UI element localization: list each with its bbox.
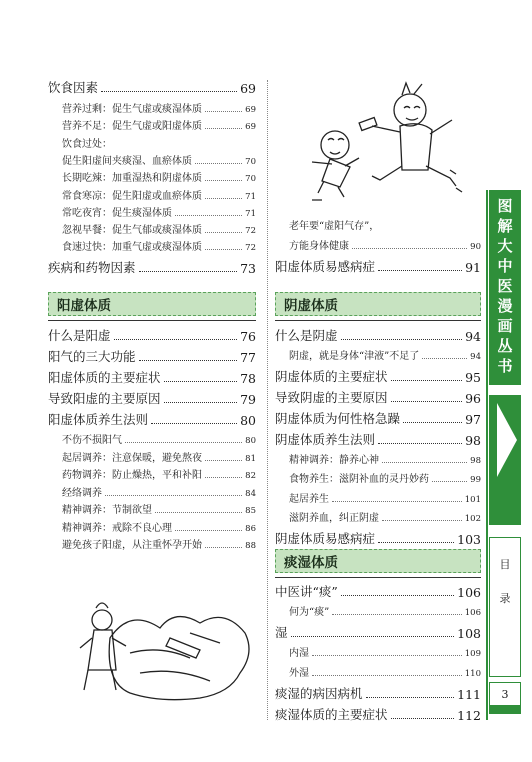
- toc-entry-title: 阴虚，就是身体“津液”不足了: [289, 351, 420, 362]
- toc-subentry[interactable]: [289, 348, 481, 362]
- toc-entry[interactable]: [48, 259, 256, 276]
- dot-leader: [139, 270, 238, 272]
- toc-entry-title: 导致阴虚的主要原因: [275, 389, 388, 405]
- toc-page-number: 88: [245, 541, 256, 551]
- toc-page-number: 69: [240, 81, 256, 96]
- toc-entry-title: 不伤不损阳气: [62, 435, 122, 446]
- toc-page-number: 77: [240, 350, 256, 365]
- series-title-char: 大: [497, 237, 513, 255]
- toc-page-number: 86: [245, 523, 256, 534]
- contents-label-tab: [489, 537, 521, 677]
- dot-leader: [391, 400, 463, 402]
- dot-leader: [312, 674, 462, 676]
- dot-leader: [114, 338, 238, 340]
- toc-page-number: 96: [465, 390, 481, 406]
- toc-entry-title: 起居养生: [289, 493, 329, 505]
- toc-entry-title: 方能身体健康: [289, 241, 349, 252]
- toc-page-number: 70: [245, 156, 256, 167]
- toc-page-number: 78: [240, 371, 256, 386]
- toc-subentry[interactable]: [289, 604, 481, 618]
- series-title-char: 书: [497, 357, 513, 375]
- dot-leader: [205, 248, 242, 250]
- toc-entry-title: 营养不足：促生气虚或阳虚体质: [62, 121, 202, 133]
- toc-subentry[interactable]: [62, 153, 256, 167]
- toc-entry-title: 常食寒凉：促生阳虚或血瘀体质: [62, 190, 202, 202]
- toc-entry-title: 饮食过处：: [62, 138, 112, 150]
- series-title-char: 画: [497, 317, 513, 335]
- toc-subentry[interactable]: [62, 188, 256, 202]
- dot-leader: [291, 635, 455, 637]
- toc-page-number: 73: [240, 260, 256, 276]
- toc-entry[interactable]: [275, 389, 481, 406]
- toc-page-number: 111: [457, 687, 481, 702]
- toc-page-number: 98: [465, 432, 481, 448]
- dot-leader: [139, 359, 238, 361]
- dot-leader: [205, 546, 242, 548]
- toc-subentry[interactable]: [62, 101, 256, 115]
- toc-page-number: 108: [457, 626, 481, 641]
- dot-leader: [175, 529, 242, 531]
- toc-entry-title: 痰湿的病因病机: [275, 686, 363, 701]
- column-separator: [267, 80, 268, 720]
- toc-subentry[interactable]: [62, 467, 256, 481]
- toc-page-number: 110: [464, 669, 481, 679]
- mountain-scholar-illustration: [70, 578, 265, 718]
- dot-leader: [205, 197, 242, 199]
- toc-entry[interactable]: [275, 685, 481, 702]
- arrow-icon: [489, 395, 521, 525]
- dot-leader: [341, 594, 454, 596]
- section-heading[interactable]: 阳虚体质: [48, 292, 256, 316]
- section-heading[interactable]: 痰湿体质: [275, 549, 481, 573]
- toc-entry-title: 老年要“虚阳气存”，: [289, 221, 380, 232]
- toc-subentry[interactable]: [289, 452, 481, 466]
- toc-page-number: 106: [464, 608, 481, 618]
- toc-page-number: 90: [470, 242, 481, 252]
- section-heading[interactable]: 阴虚体质: [275, 292, 481, 316]
- toc-entry[interactable]: [275, 327, 481, 344]
- toc-entry[interactable]: [48, 369, 256, 386]
- toc-page-number: 106: [457, 585, 481, 600]
- side-tab-foot: [489, 706, 521, 714]
- dot-leader: [151, 422, 237, 424]
- toc-subentry[interactable]: [62, 239, 256, 253]
- toc-entry[interactable]: [275, 624, 481, 641]
- side-tab-rule: [486, 190, 488, 720]
- dot-leader: [378, 541, 454, 543]
- toc-entry[interactable]: [275, 368, 481, 385]
- toc-page-number: 70: [245, 174, 256, 185]
- running-figures-illustration: [290, 60, 485, 210]
- toc-subentry[interactable]: [62, 118, 256, 132]
- toc-subentry[interactable]: [62, 537, 256, 551]
- toc-page-number: 80: [240, 413, 256, 428]
- dot-leader: [378, 269, 462, 271]
- toc-subentry[interactable]: [289, 471, 481, 485]
- toc-page-number: 71: [245, 191, 256, 202]
- toc-entry-title: 内湿: [289, 648, 309, 659]
- page-number: 3: [489, 682, 521, 706]
- toc-subentry[interactable]: [62, 432, 256, 446]
- dot-leader: [105, 494, 242, 496]
- toc-subentry[interactable]: [62, 136, 256, 150]
- toc-page-number: 94: [470, 352, 481, 362]
- series-title-char: 丛: [497, 337, 513, 355]
- toc-entry-title: 饮食因素: [48, 80, 99, 95]
- series-title-char: 解: [497, 217, 513, 235]
- toc-entry-title: 什么是阳虚: [48, 328, 111, 343]
- toc-entry-title: 食物养生：滋阴补血的灵丹妙药: [289, 474, 429, 485]
- toc-page-number: 94: [465, 329, 481, 344]
- series-title-char: 医: [497, 277, 513, 295]
- toc-entry[interactable]: [48, 390, 256, 407]
- toc-page-number: 79: [240, 392, 256, 407]
- toc-page-number: 85: [245, 506, 256, 516]
- toc-entry-title: 何为“痰”: [289, 607, 330, 618]
- dot-leader: [378, 442, 462, 444]
- section-arrow-tab: [489, 395, 521, 525]
- toc-page-number: 97: [465, 411, 481, 427]
- dot-leader: [422, 357, 467, 359]
- toc-entry-title: 精神调养：节制欲望: [62, 505, 152, 516]
- dot-leader: [205, 127, 242, 129]
- toc-page-number: 72: [245, 243, 256, 254]
- toc-page-number: 101: [464, 494, 481, 505]
- toc-entry-title: 避免孩子阳虚，从注重怀孕开始: [62, 540, 202, 551]
- dot-leader: [155, 511, 242, 513]
- toc-page-number: 81: [245, 453, 256, 464]
- toc-entry-title: 阳虚体质易感病症: [275, 259, 376, 274]
- toc-entry-title: 精神调养：静养心神: [289, 454, 379, 466]
- toc-page-number: 95: [465, 369, 481, 385]
- dot-leader: [332, 613, 462, 615]
- toc-entry-title: 常吃夜宵：促生痰湿体质: [62, 207, 172, 219]
- toc-entry[interactable]: [48, 348, 256, 365]
- dot-leader: [352, 247, 467, 249]
- toc-entry-title: 阳虚体质的主要症状: [48, 370, 161, 385]
- dot-leader: [125, 441, 242, 443]
- toc-page-number: 109: [464, 649, 481, 659]
- toc-subentry[interactable]: [62, 485, 256, 499]
- toc-entry-title: 药物调养：防止燥热，平和补阳: [62, 470, 202, 481]
- heading-underline: [48, 320, 256, 321]
- dot-leader: [312, 654, 462, 656]
- toc-entry-title: 滋阴养血，纠正阴虚: [289, 513, 379, 524]
- dot-leader: [205, 231, 242, 233]
- toc-subentry[interactable]: [62, 205, 256, 219]
- toc-entry[interactable]: [275, 258, 481, 275]
- toc-entry-title: 阴虚体质的主要症状: [275, 368, 388, 384]
- series-title-char: 中: [497, 257, 513, 275]
- toc-page-number: 84: [245, 488, 256, 499]
- toc-entry[interactable]: [48, 411, 256, 428]
- toc-entry-title: 促生阳虚间夹痰湿、血瘀体质: [62, 155, 192, 167]
- toc-page-number: 72: [245, 226, 256, 237]
- dot-leader: [403, 421, 462, 423]
- dot-leader: [332, 500, 462, 502]
- toc-page-number: 103: [457, 531, 481, 547]
- toc-entry-title: 长期吃辣：加重湿热和阴虚体质: [62, 173, 202, 185]
- series-title-tab: [489, 190, 521, 385]
- toc-entry-title: 外湿: [289, 668, 309, 679]
- contents-label-char: 录: [499, 592, 511, 605]
- toc-entry-title: 阴虚体质养生法则: [275, 431, 376, 447]
- dot-leader: [101, 90, 237, 92]
- toc-entry[interactable]: [275, 583, 481, 600]
- toc-page-number: 102: [464, 514, 481, 524]
- toc-entry-title: 经络调养: [62, 487, 102, 499]
- toc-subentry[interactable]: [289, 238, 481, 252]
- toc-subentry[interactable]: [289, 218, 481, 232]
- toc-entry-title: 痰湿体质的主要症状: [275, 707, 388, 722]
- toc-entry[interactable]: [275, 431, 481, 448]
- toc-subentry[interactable]: [289, 510, 481, 524]
- toc-subentry[interactable]: [289, 665, 481, 679]
- toc-subentry[interactable]: [289, 491, 481, 505]
- dot-leader: [366, 696, 455, 698]
- toc-page-number: 99: [470, 475, 481, 485]
- series-title-char: 图: [497, 197, 513, 215]
- dot-leader: [175, 214, 242, 216]
- toc-entry-title: 食速过快：加重气虚或痰湿体质: [62, 242, 202, 254]
- toc-page-number: 69: [245, 122, 256, 133]
- toc-page-number: 98: [470, 455, 481, 466]
- heading-underline: [275, 577, 481, 578]
- toc-entry-title: 阴虚体质易感病症: [275, 530, 376, 546]
- toc-entry-title: 精神调养：戒除不良心理: [62, 522, 172, 534]
- toc-entry-title: 营养过剩：促生气虚或痰湿体质: [62, 104, 202, 115]
- toc-entry[interactable]: [275, 410, 481, 427]
- dot-leader: [205, 110, 242, 112]
- contents-label-char: 目: [499, 558, 511, 571]
- toc-entry-title: 阴虚体质为何性格急躁: [275, 410, 401, 426]
- toc-entry-title: 忽视早餐：促生气郁或痰湿体质: [62, 225, 202, 237]
- toc-entry-title: 中医讲“痰”: [275, 584, 338, 599]
- dot-leader: [164, 380, 238, 382]
- heading-underline: [275, 320, 481, 321]
- dot-leader: [391, 717, 455, 719]
- dot-leader: [382, 461, 467, 463]
- toc-subentry[interactable]: [62, 450, 256, 464]
- dot-leader: [195, 162, 242, 164]
- toc-page-number: 80: [245, 436, 256, 446]
- dot-leader: [391, 379, 463, 381]
- toc-subentry[interactable]: [62, 222, 256, 236]
- toc-entry[interactable]: [275, 530, 481, 547]
- toc-entry-title: 湿: [275, 625, 288, 640]
- dot-leader: [432, 480, 467, 482]
- dot-leader: [205, 179, 242, 181]
- dot-leader: [205, 476, 242, 478]
- toc-entry-title: 导致阳虚的主要原因: [48, 391, 161, 406]
- toc-page-number: 91: [465, 260, 481, 275]
- toc-entry-title: 阳气的三大功能: [48, 349, 136, 364]
- toc-page-number: 112: [457, 708, 481, 723]
- dot-leader: [205, 459, 242, 461]
- toc-entry[interactable]: [48, 327, 256, 344]
- toc-entry-title: 疾病和药物因素: [48, 259, 136, 275]
- toc-subentry[interactable]: [62, 502, 256, 516]
- dot-leader: [341, 338, 463, 340]
- toc-subentry[interactable]: [62, 170, 256, 184]
- dot-leader: [164, 401, 238, 403]
- toc-page-number: 71: [245, 208, 256, 219]
- toc-subentry[interactable]: [62, 520, 256, 534]
- dot-leader: [382, 519, 462, 521]
- toc-entry-title: 起居调养：注意保暖，避免熬夜: [62, 452, 202, 464]
- toc-page-number: 82: [245, 471, 256, 481]
- toc-subentry[interactable]: [289, 645, 481, 659]
- toc-entry[interactable]: [48, 79, 256, 96]
- toc-entry[interactable]: [275, 706, 481, 723]
- toc-page-number: 69: [245, 105, 256, 115]
- series-title-char: 漫: [497, 297, 513, 315]
- toc-entry-title: 阳虚体质养生法则: [48, 412, 149, 427]
- toc-entry-title: 什么是阴虚: [275, 328, 338, 343]
- toc-page-number: 76: [240, 329, 256, 344]
